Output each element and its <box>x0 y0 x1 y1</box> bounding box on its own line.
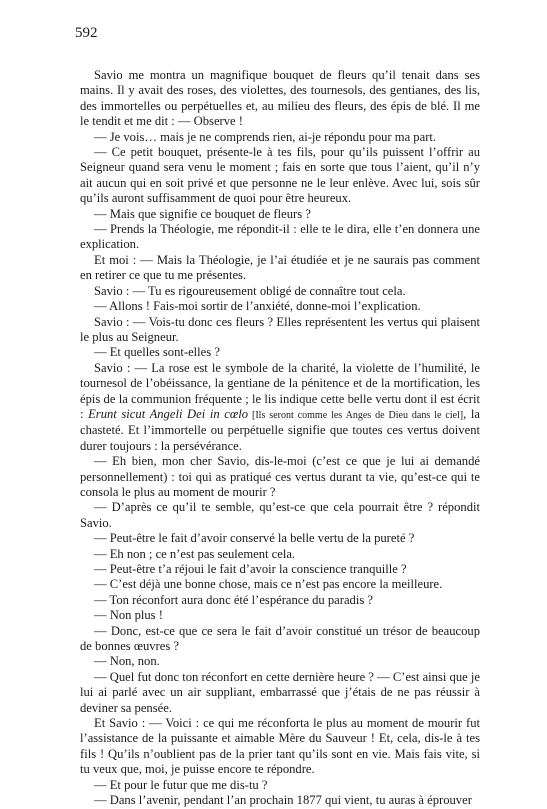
paragraph: — Non, non. <box>94 654 160 669</box>
rose-text: Savio : — La rose est le symbole de la charité, la violette de l’humilité, le tournesol de l’obéissance, la gentiane de la pénitence et de la mortification, les épis de la communion fréquente ; le lis indique cette belle vertu dont il est écrit : <box>80 360 480 421</box>
latin-quote: Erunt sicut Angeli Dei in cœlo <box>88 406 249 421</box>
paragraph: — Non plus ! <box>94 608 163 623</box>
rose-text-end: , la chasteté. Et l’immortelle ou perpétuelle signifie que toutes ces vertus doivent durer toujours : la persévérance. <box>80 406 480 453</box>
paragraph: — Eh non ; ce n’est pas seulement cela. <box>94 546 296 561</box>
paragraph: — Ton réconfort aura donc été l’espérance du paradis ? <box>94 592 373 607</box>
paragraph: Et moi : — Mais la Théologie, je l’ai étudiée et je ne saurais pas comment en retirer ce que tu me présentes. <box>80 252 480 283</box>
paragraph: — D’après ce qu’il te semble, qu’est-ce que cela pourrait être ? répondit Savio. <box>80 500 480 530</box>
page-number: 592 <box>75 25 98 41</box>
paragraph: — Donc, est-ce que ce sera le fait d’avoir constitué un trésor de beaucoup de bonnes œuvres ? <box>80 623 480 654</box>
paragraph: — Et pour le futur que me dis-tu ? <box>94 777 268 792</box>
paragraph: — Peut-être le fait d’avoir conservé la belle vertu de la pureté ? <box>94 531 415 546</box>
paragraph: — C’est déjà une bonne chose, mais ce n’est pas encore la meilleure. <box>94 577 443 592</box>
paragraph: — Et quelles sont-elles ? <box>94 345 220 360</box>
paragraph: — Mais que signifie ce bouquet de fleurs ? <box>94 206 311 221</box>
paragraph: Savio : — Tu es rigoureusement obligé de connaître tout cela. <box>94 283 406 298</box>
paragraph: Et Savio : — Voici : ce qui me réconforta le plus au moment de mourir fut l’assistance de la puissante et aimable Mère du Sauveur ! Et, cela, dis-le à tes fils ! Qu’ils n’oublient pas de la prier tant qu’ils sont en vie. Mais fais vite, si tu veux que, moi, je puisse encore te répondre. <box>80 716 480 777</box>
paragraph: Savio : — Vois-tu donc ces fleurs ? Elles représentent les vertus qui plaisent le plus au Seigneur. <box>80 314 480 344</box>
paragraph: — Je vois… mais je ne comprends rien, ai-je répondu pour ma part. <box>94 129 437 144</box>
paragraph: — Eh bien, mon cher Savio, dis-le-moi (c’est ce que je lui ai demandé personnellement) : toi qui as pratiqué ces vertus durant ta vie, qu’est-ce qui te consola le plus au moment de mourir ? <box>80 454 480 499</box>
paragraph: — Prends la Théologie, me répondit-il : elle te le dira, elle t’en donnera une explication. <box>80 222 480 252</box>
body-text <box>80 68 480 809</box>
translation-note: [Ils seront comme les Anges de Dieu dans le ciel] <box>248 409 464 421</box>
rose-paragraph <box>80 361 480 454</box>
paragraph: — Ce petit bouquet, présente-le à tes fils, pour qu’ils puissent l’offrir au Seigneur quand sera venu le moment ; fais en sorte que tous l’aient, qu’il n’y ait aucun qui en soit privé et que personne ne le leur enlève. Avec lui, sois sûr qu’ils auront suffisamment de quoi pour être heureux. <box>80 145 480 206</box>
paragraph: — Peut-être t’a réjoui le fait d’avoir la conscience tranquille ? <box>94 562 407 576</box>
paragraph: — Quel fut donc ton réconfort en cette dernière heure ? — C’est ainsi que je lui ai parlé avec un air suppliant, embarrassé que j’étais de ne pas réussir à deviner sa pensée. <box>80 669 480 715</box>
paragraph: Savio me montra un magnifique bouquet de fleurs qu’il tenait dans ses mains. Il y avait des roses, des violettes, des tournesols, des gentianes, des lis, des immortelles ou perpétuelles et, au milieu des fleurs, des épis de blé. Il me le tendit et me dit : — Observe ! <box>80 68 480 129</box>
paragraph: — Allons ! Fais-moi sortir de l’anxiété, donne-moi l’explication. <box>94 299 421 314</box>
paragraph: — Dans l’avenir, pendant l’an prochain 1877 qui vient, tu auras à éprouver <box>94 793 472 808</box>
